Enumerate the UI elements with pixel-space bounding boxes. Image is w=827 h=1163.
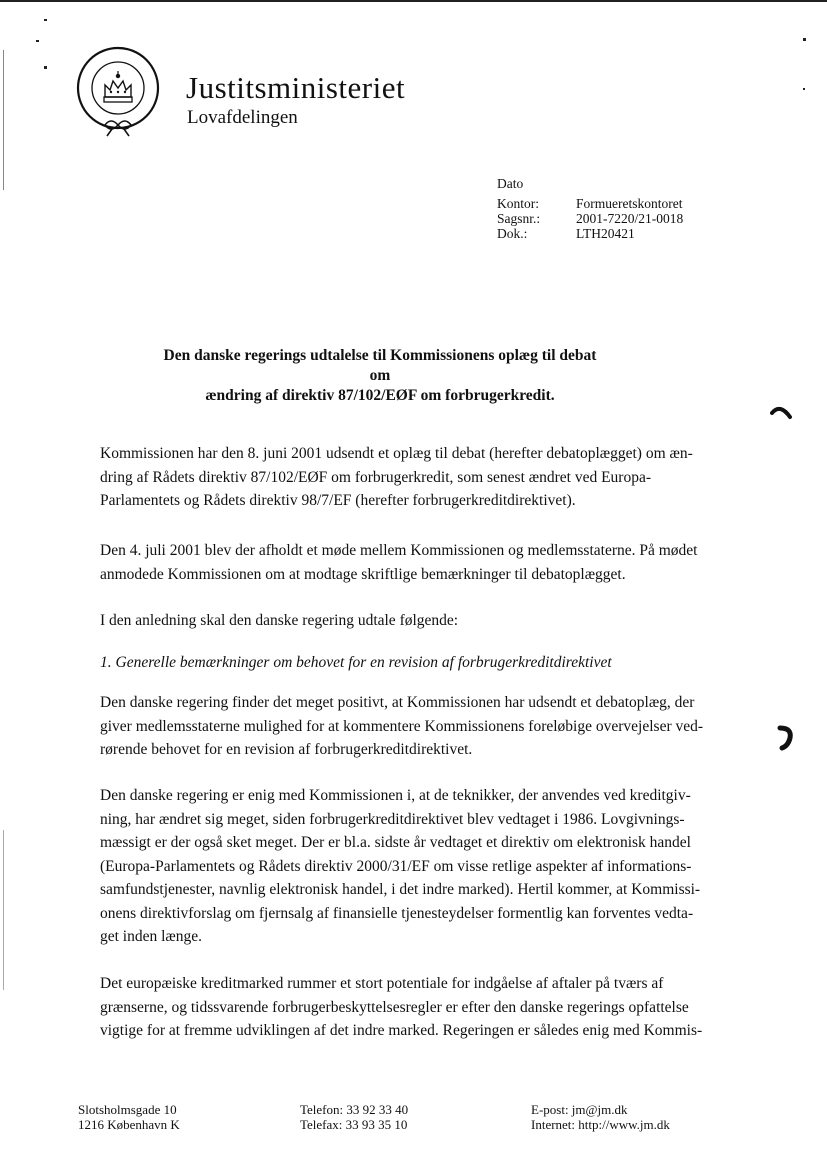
- paragraph-1: [100, 442, 755, 513]
- date-label: Dato: [497, 176, 524, 191]
- title-line-1: Den danske regerings udtalelse til Kommissionens oplæg til debat: [163, 347, 597, 364]
- scan-speck: [44, 19, 47, 21]
- scan-edge-line: [3, 830, 4, 990]
- paragraph-line: (Europa-Parlamentets og Rådets direktiv 2000/31/EF om visse retlige aspekter af informations-: [100, 857, 692, 875]
- paragraph-line: anmodede Kommissionen om at modtage skriftlige bemærkninger til debatoplægget.: [100, 565, 626, 583]
- footer-address-street: Slotsholmsgade 10: [78, 1102, 177, 1117]
- paragraph-line: I den anledning skal den danske regering udtale følgende:: [100, 612, 459, 629]
- scan-edge-line: [3, 50, 4, 190]
- paragraph-line: Den danske regering finder det meget positivt, at Kommissionen har udsendt et debatoplæg, der: [100, 694, 695, 711]
- scan-speck: [44, 66, 47, 69]
- paragraph-line: samfundstjenester, navnlig elektronisk handel, i det indre marked). Hertil kommer, at Kommissi-: [100, 881, 701, 898]
- title-line-3: ændring af direktiv 87/102/EØF om forbrugerkredit.: [205, 387, 555, 404]
- scan-speck: [803, 88, 805, 90]
- scan-artifact-mark: [776, 722, 796, 752]
- paragraph-5: [100, 784, 755, 949]
- paragraph-line: mæssigt er der også sket meget. Der er bl.a. sidste år vedtaget et direktiv om elektronisk handel: [100, 834, 691, 851]
- paragraph-line: grænserne, og tidssvarende forbrugerbeskyttelsesregler er efter den danske regerings opfattelse: [100, 998, 689, 1016]
- crown-seal-icon: [75, 45, 161, 137]
- scan-speck: [36, 40, 39, 42]
- paragraph-2: [100, 539, 755, 586]
- paragraph-4: [100, 691, 755, 762]
- scan-top-border: [0, 0, 827, 2]
- ministry-seal: [75, 45, 161, 137]
- paragraph-line: Det europæiske kreditmarked rummer et stort potentiale for indgåelse af aftaler på tværs af: [100, 975, 664, 992]
- document-title: [120, 346, 640, 406]
- document-value: LTH20421: [576, 226, 635, 241]
- section-heading: 1. Generelle bemærkninger om behovet for en revision af forbrugerkreditdirektivet: [100, 654, 612, 671]
- paragraph-6: [100, 972, 755, 1043]
- scan-artifact-mark: [770, 403, 794, 423]
- office-value: Formueretskontoret: [576, 196, 683, 211]
- footer-website: Internet: http://www.jm.dk: [531, 1117, 670, 1132]
- case-number-label: Sagsnr.:: [497, 211, 541, 226]
- paragraph-line: Den danske regering er enig med Kommissionen i, at de teknikker, der anvendes ved kreditgiv-: [100, 787, 691, 804]
- paragraph-line: Kommissionen har den 8. juni 2001 udsendt et oplæg til debat (herefter debatoplægget) om æn-: [100, 445, 693, 462]
- document-label: Dok.:: [497, 226, 528, 241]
- scan-speck: [803, 38, 806, 41]
- office-label: Kontor:: [497, 196, 539, 211]
- footer-address-city: 1216 København K: [78, 1117, 180, 1132]
- paragraph-line: dring af Rådets direktiv 87/102/EØF om forbrugerkredit, som senest ændret ved Europa-: [100, 468, 651, 486]
- title-line-2: om: [369, 367, 391, 384]
- footer-email: E-post: jm@jm.dk: [531, 1102, 628, 1117]
- footer-phone: Telefon: 33 92 33 40: [300, 1102, 409, 1117]
- paragraph-line: ning, har ændret sig meget, siden forbrugerkreditdirektivet blev vedtaget i 1986. Lovgivnings-: [100, 810, 685, 828]
- paragraph-line: Parlamentets og Rådets direktiv 98/7/EF (herefter forbrugerkreditdirektivet).: [100, 492, 576, 509]
- department-name: Lovafdelingen: [187, 107, 298, 128]
- paragraph-line: onens direktivforslag om fjernsalg af finansielle tjenesteydelser formentlig kan forventes vedta-: [100, 904, 694, 922]
- paragraph-line: rørende behovet for en revision af forbrugerkreditdirektivet.: [100, 741, 473, 758]
- paragraph-line: giver medlemsstaterne mulighed for at kommentere Kommissionens foreløbige overvejelser ved-: [100, 717, 704, 735]
- ministry-name: Justitsministeriet: [186, 70, 406, 105]
- paragraph-line: get inden længe.: [100, 928, 203, 945]
- case-number-value: 2001-7220/21-0018: [576, 211, 684, 226]
- footer-fax: Telefax: 33 93 35 10: [300, 1117, 408, 1132]
- paragraph-line: vigtige for at fremme udviklingen af det indre marked. Regeringen er således enig med Kommis-: [100, 1022, 703, 1039]
- paragraph-line: Den 4. juli 2001 blev der afholdt et møde mellem Kommissionen og medlemsstaterne. På mødet: [100, 542, 698, 559]
- paragraph-3: [100, 609, 755, 633]
